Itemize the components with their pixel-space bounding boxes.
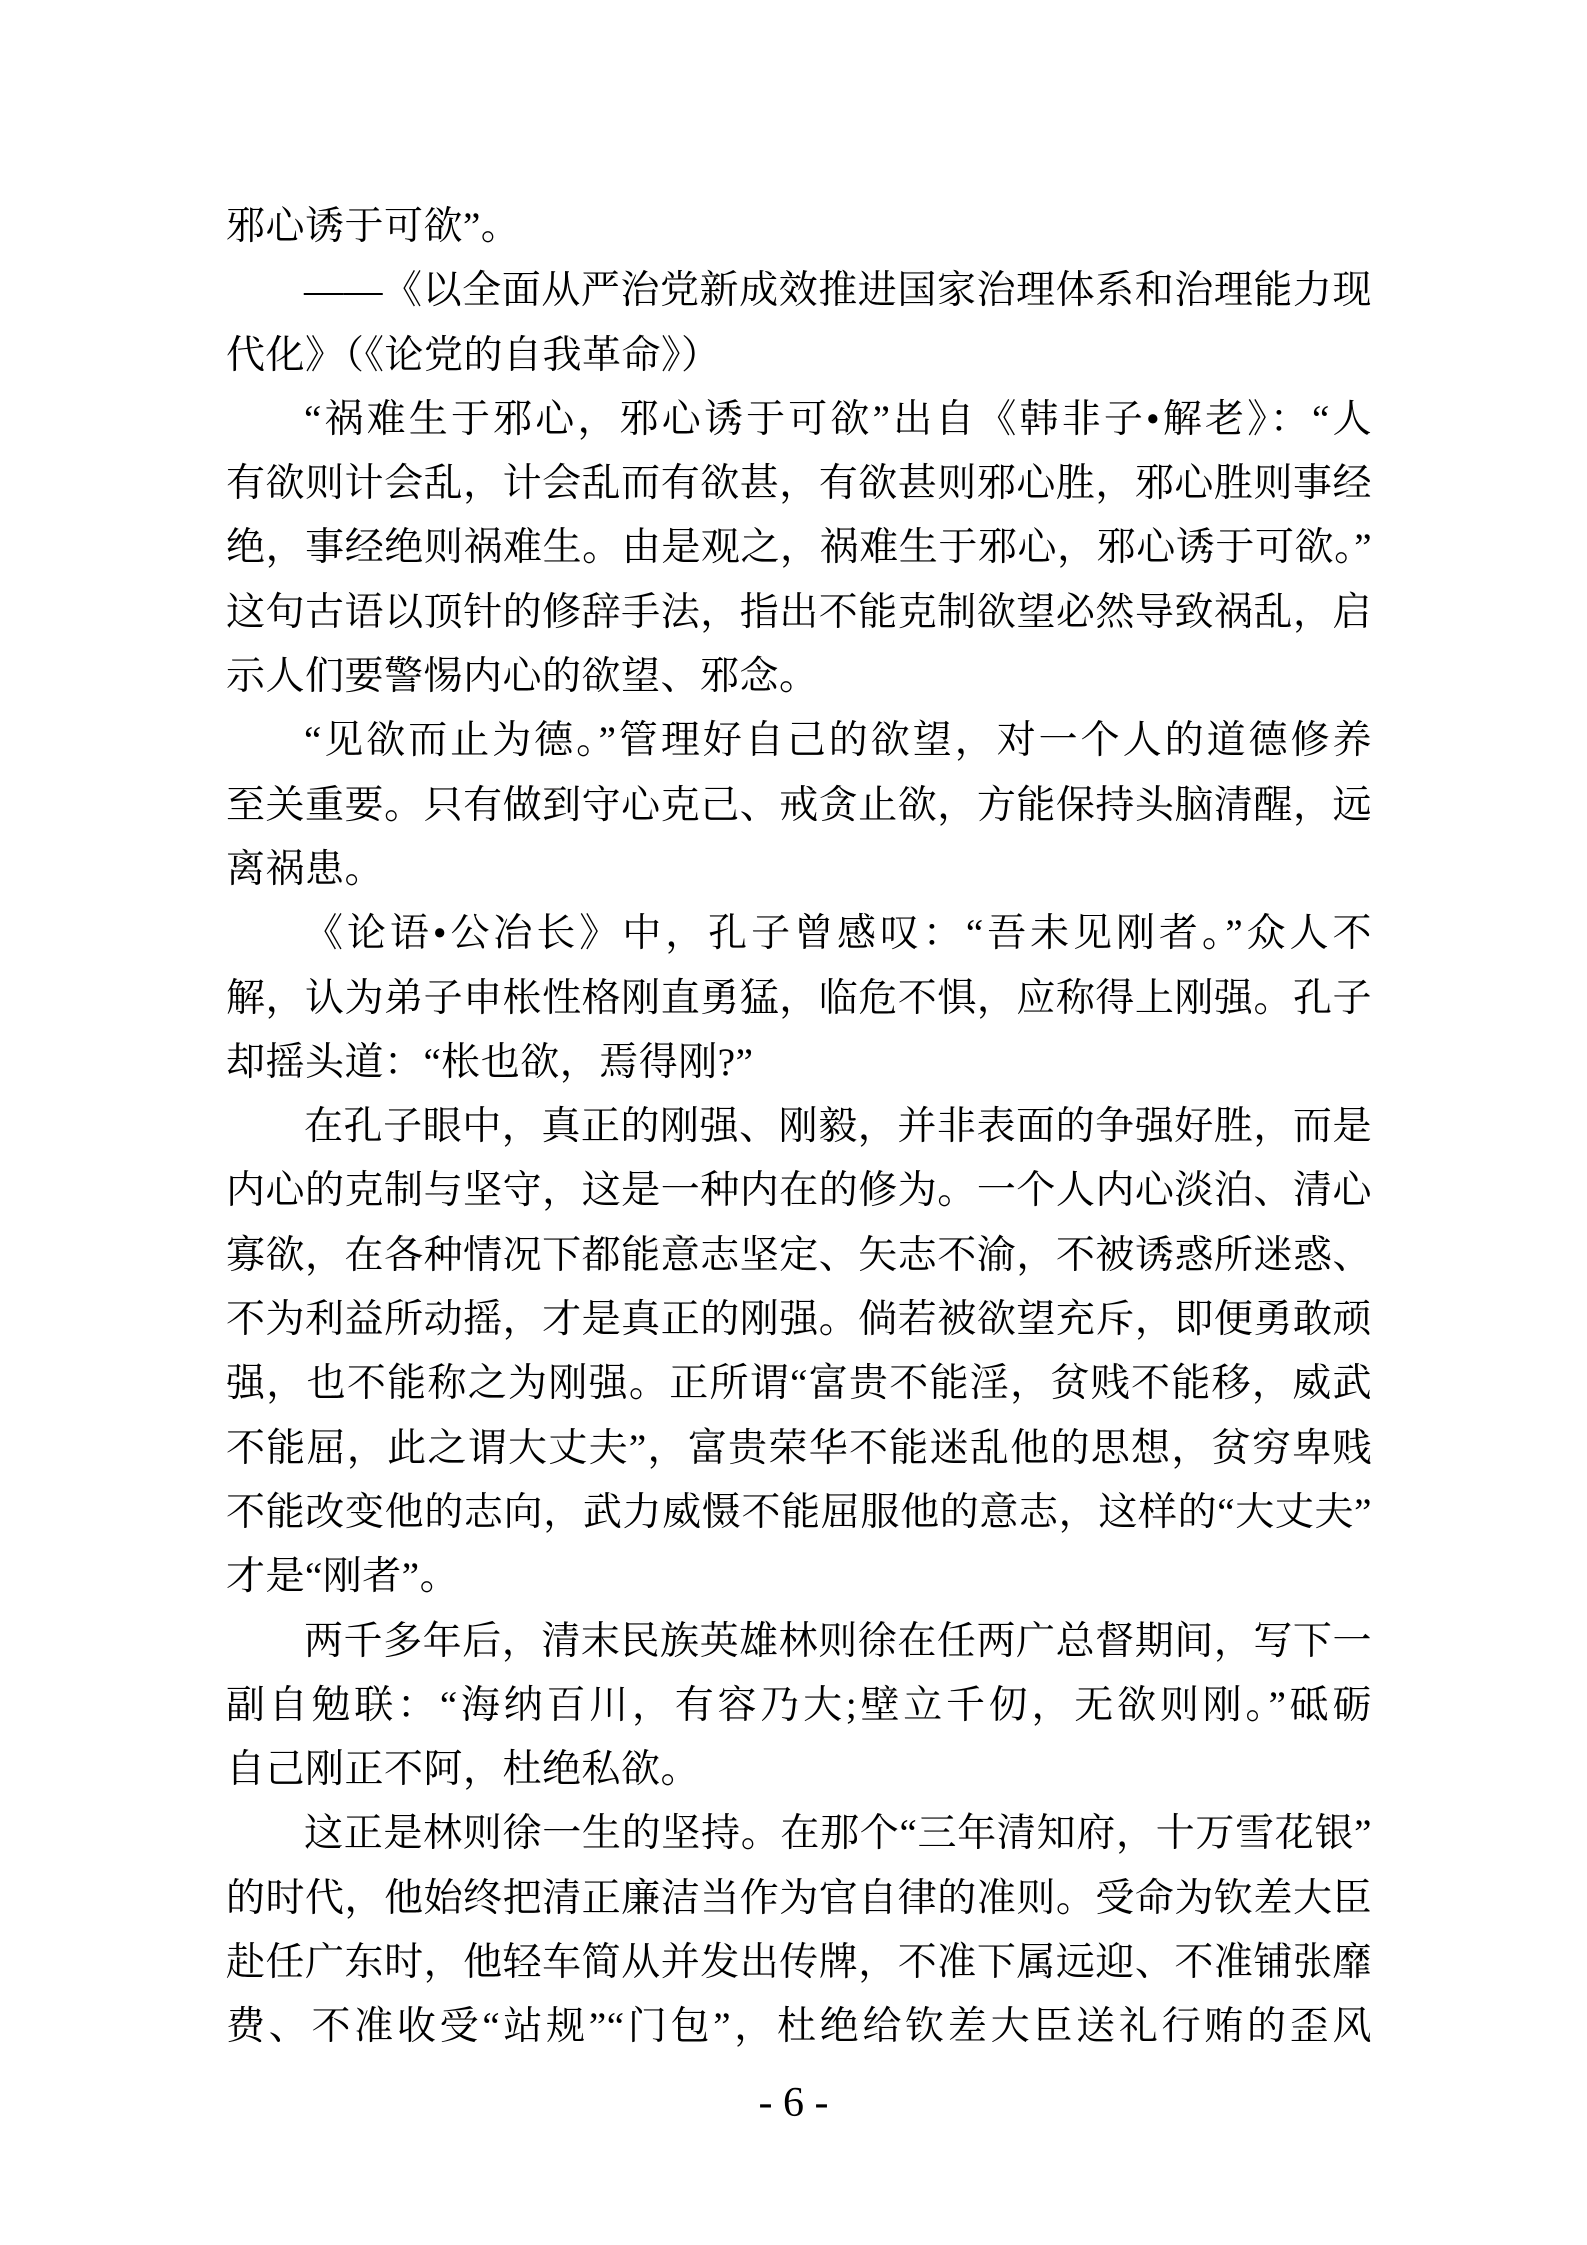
text-line: 自己刚正不阿，杜绝私欲。 <box>226 1748 701 1792</box>
text-line: 《论语•公冶长》中，孔子曾感叹：“吾未见刚者。”众人不 <box>304 912 1372 956</box>
text-line: 在孔子眼中，真正的刚强、刚毅，并非表面的争强好胜，而是 <box>304 1105 1372 1149</box>
text-line: 不为利益所动摇，才是真正的刚强。倘若被欲望充斥，即便勇敢顽 <box>226 1298 1372 1342</box>
text-line: 寡欲，在各种情况下都能意志坚定、矢志不渝，不被诱惑所迷惑、 <box>226 1233 1372 1277</box>
text-line: 却摇头道：“枨也欲，焉得刚?” <box>226 1040 754 1084</box>
text-line: 邪心诱于可欲”。 <box>226 205 521 248</box>
text-line: 才是“刚者”。 <box>226 1555 460 1599</box>
text-line: 至关重要。只有做到守心克己、戒贪止欲，方能保持头脑清醒，远 <box>226 783 1372 827</box>
text-line: “见欲而止为德。”管理好自己的欲望，对一个人的道德修养 <box>304 719 1372 763</box>
page-number: - 6 - <box>758 2080 829 2126</box>
text-line: 绝，事经绝则祸难生。由是观之，祸难生于邪心，邪心诱于可欲。” <box>226 526 1372 570</box>
text-line: 的时代，他始终把清正廉洁当作为官自律的准则。受命为钦差大臣 <box>226 1876 1372 1920</box>
text-line: 内心的克制与坚守，这是一种内在的修为。一个人内心淡泊、清心 <box>226 1169 1372 1213</box>
text-line: 费、不准收受“站规”“门包”，杜绝给钦差大臣送礼行贿的歪风 <box>226 2005 1372 2049</box>
text-line: ——《以全面从严治党新成效推进国家治理体系和治理能力现 <box>304 269 1372 313</box>
text-line: 离祸患。 <box>226 847 385 891</box>
document-body <box>226 195 1372 2060</box>
text-line: 代化》（《论党的自我革命》） <box>226 333 721 377</box>
text-line: “祸难生于邪心，邪心诱于可欲”出自《韩非子•解老》：“人 <box>304 397 1372 441</box>
text-line: 赴任广东时，他轻车简从并发出传牌，不准下属远迎、不准铺张靡 <box>226 1941 1372 1985</box>
text-line: 副自勉联：“海纳百川，有容乃大;壁立千仞，无欲则刚。”砥砺 <box>226 1683 1372 1727</box>
text-line: 强，也不能称之为刚强。正所谓“富贵不能淫，贫贱不能移，威武 <box>226 1362 1372 1406</box>
text-line: 不能改变他的志向，武力威慑不能屈服他的意志，这样的“大丈夫” <box>226 1490 1372 1534</box>
text-line: 解，认为弟子申枨性格刚直勇猛，临危不惧，应称得上刚强。孔子 <box>226 976 1372 1020</box>
text-line: 这正是林则徐一生的坚持。在那个“三年清知府，十万雪花银” <box>304 1812 1372 1856</box>
text-line: 两千多年后，清末民族英雄林则徐在任两广总督期间，写下一 <box>304 1619 1372 1663</box>
text-line: 这句古语以顶针的修辞手法，指出不能克制欲望必然导致祸乱，启 <box>226 590 1372 634</box>
text-line: 示人们要警惕内心的欲望、邪念。 <box>226 655 819 699</box>
text-line: 不能屈，此之谓大丈夫”，富贵荣华不能迷乱他的思想，贫穷卑贱 <box>226 1426 1372 1470</box>
text-line: 有欲则计会乱，计会乱而有欲甚，有欲甚则邪心胜，邪心胜则事经 <box>226 462 1372 506</box>
